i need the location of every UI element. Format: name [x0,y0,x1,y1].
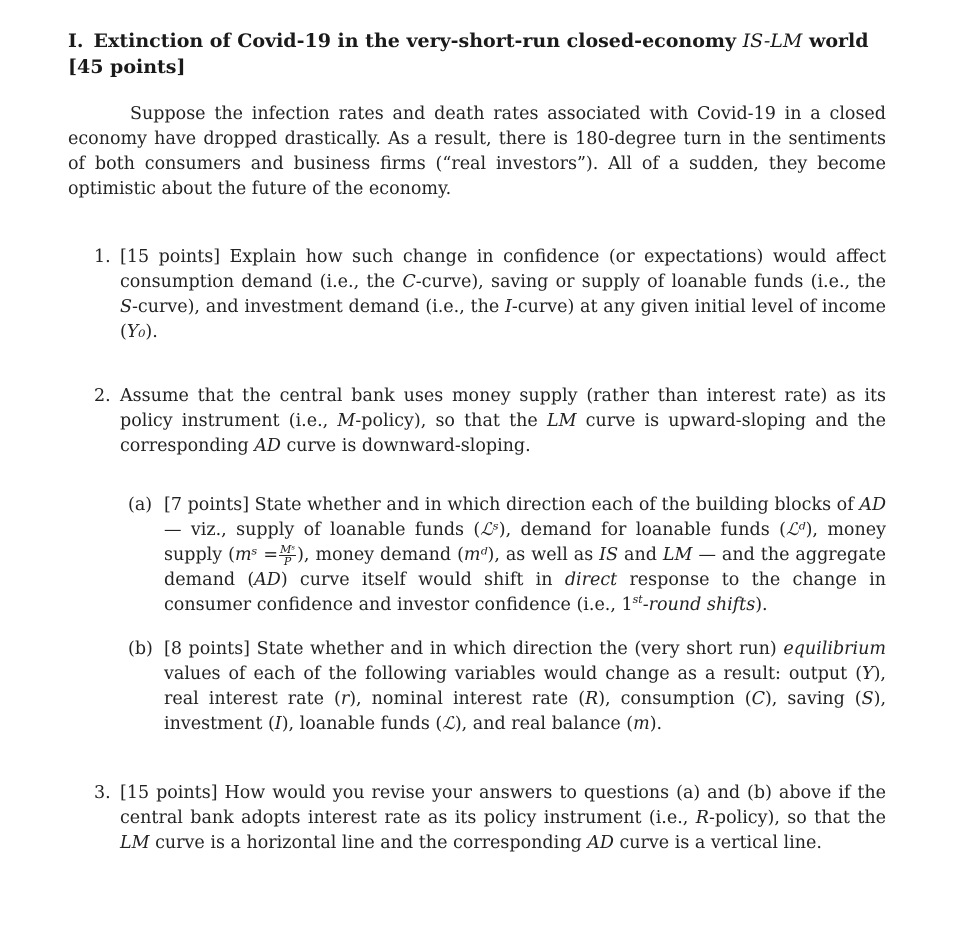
q2a-var-is: IS [599,545,619,565]
q2b-var-c: C [751,689,765,709]
q2a-seg: ), as well as [487,545,600,565]
intro-paragraph: Suppose the infection rates and death rates associated with Covid-19 in a closed economy have dropped drastically. As a result, there is 180-degree turn in the sentiments of both consumers and business firms (“real investors”). All of a sudden, they become optimistic about the future of the economy. [68,104,886,199]
q2-var-m: M [337,411,356,431]
question-2b-label: (b) [128,639,153,659]
q1-var-y0: Y₀ [126,322,146,342]
q2a-first: 1 [621,595,633,615]
q2a-seg: response to the change in consumer confidence and investor confidence (i.e., [164,570,886,615]
q2b-seg: [8 points] State whether and in which direction the (very short run) [164,639,784,659]
q2a-seg: ). [755,595,768,615]
section-title-text-b: world [45 points] [68,30,869,78]
q1-var-c: C [402,272,416,292]
q2b-seg: ). [649,714,663,734]
q2a-seg: — and the aggregate demand ( [164,545,887,590]
q1-seg: -curve), saving or supply of loanable funds (i.e., the [415,272,887,292]
question-3-text [120,781,886,856]
q2a-seg: ), money demand ( [297,545,464,565]
q3-var-ad: AD [587,833,614,853]
q2a-var-md: mᵈ [463,545,488,565]
q2a-var-ld: ℒᵈ [785,520,806,540]
question-3-number: 3. [94,783,111,803]
fraction-numerator: Mˢ [280,543,296,556]
question-2a-label: (a) [128,495,153,515]
q3-seg: [15 points] How would you revise your answers to questions (a) and (b) above if the central bank adopts interest rate as its policy instrument (i.e., [120,783,886,828]
section-title-text-a: Extinction of Covid-19 in the very-short-run closed-economy [93,30,743,52]
q2a-emph-direct: direct [564,570,618,590]
q3-var-lm: LM [120,833,150,853]
q2b-var-i: I [274,714,282,734]
q2-seg: curve is upward-sloping and the corresponding [120,411,886,456]
q1-seg: [15 points] Explain how such change in confidence (or expectations) would affect consumption demand (i.e., the [120,247,886,292]
q2b-var-r: r [340,689,350,709]
q2a-var-ad: AD [254,570,281,590]
q1-seg: ). [145,322,158,342]
q2a-seg: ), money supply ( [164,520,886,565]
q2-var-ad: AD [254,436,281,456]
section-title [68,28,886,80]
question-1-number: 1. [94,247,111,267]
q3-var-r: R [695,808,709,828]
q2b-seg: ), real interest rate ( [164,664,886,709]
q2a-var-ls: ℒˢ [480,520,499,540]
question-2b-text [164,637,886,737]
question-2a-text [164,493,886,618]
q2b-seg: ), saving ( [764,689,862,709]
q2b-var-L: ℒ [442,714,455,734]
q2b-seg: values of each of the following variables would change as a result: output ( [164,664,863,684]
q3-seg: -policy), so that the [708,808,887,828]
q1-var-s: S [120,297,132,317]
q2a-seg: ) curve itself would shift in [280,570,565,590]
section-title-islm: IS-LM [742,30,803,52]
q2a-var-ms: mˢ = [234,545,279,565]
q2b-seg: ), loanable funds ( [281,714,443,734]
q1-seg: -curve), and investment demand (i.e., the [132,297,505,317]
question-2-text [120,384,886,459]
q2b-emph-equilibrium: equilibrium [783,639,886,659]
q2a-var-lm: LM [662,545,693,565]
q1-var-i: I [504,297,512,317]
q3-seg: curve is a horizontal line and the corresponding [149,833,588,853]
q2a-seg: ), demand for loanable funds ( [498,520,786,540]
question-2-number: 2. [94,386,111,406]
q2a-emph-round: -round shifts [642,595,756,615]
q2b-seg: ), consumption ( [598,689,752,709]
fraction-denominator: P [283,555,292,568]
money-supply-fraction [279,544,296,567]
q2b-var-m: m [633,714,650,734]
question-1-text [120,245,886,345]
q2b-var-s: S [861,689,874,709]
section-number: I. [68,30,84,52]
q2-var-lm: LM [546,411,577,431]
q1-seg: -curve) at any given initial level of income ( [120,297,886,342]
q2b-seg: ), nominal interest rate ( [349,689,586,709]
q2a-seg: [7 points] State whether and in which direction each of the building blocks of [164,495,860,515]
q2a-seg: — viz., supply of loanable funds ( [164,520,481,540]
q2a-first-sup: st [632,593,643,607]
q2-seg: Assume that the central bank uses money supply (rather than interest rate) as its policy instrument (i.e., [120,386,886,431]
q2b-seg: ), investment ( [164,689,887,734]
q3-seg: curve is a vertical line. [613,833,822,853]
q2b-var-R: R [585,689,599,709]
q2a-seg: and [618,545,663,565]
q2b-seg: ), and real balance ( [454,714,634,734]
q2-seg: curve is downward-sloping. [280,436,531,456]
q2b-var-y: Y [862,664,874,684]
q2-seg: -policy), so that the [355,411,547,431]
q2a-var-ad: AD [859,495,886,515]
